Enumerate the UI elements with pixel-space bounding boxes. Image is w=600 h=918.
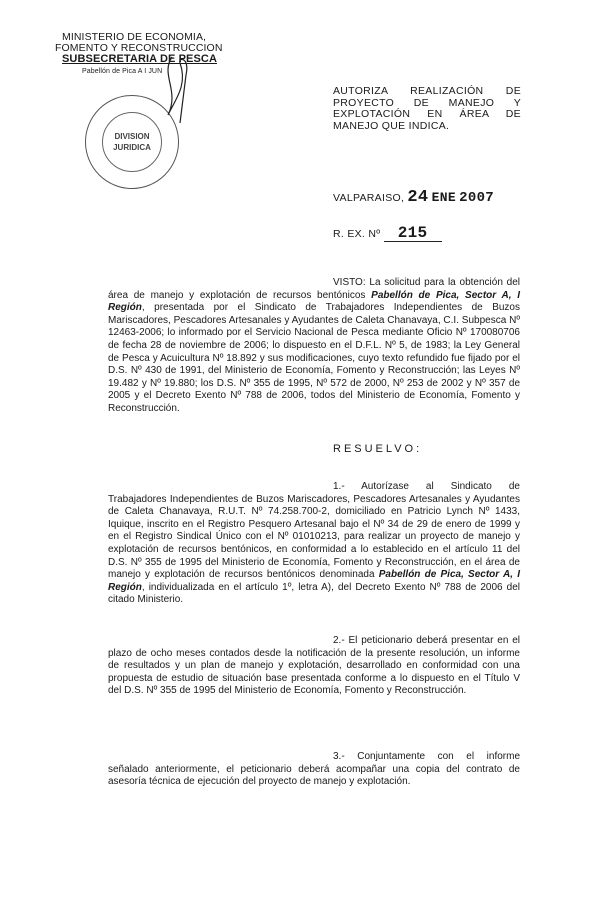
visto-paragraph: VISTO: La solicitud para la obtención del área de manejo y explotación de recursos bentónicos Pabellón de Pica, Sector A, I Región, presentada por el Sindicato de Trabajadores Independientes de Buzos Mariscadores, Pescadores Artesanales y Ayudantes de Caleta Chanavaya, C.I. Subpesca Nº 12463-2006; lo informado por el Servicio Nacional de Pesca mediante Oficio Nº 170080706 de fecha 28 de noviembre de 2006; lo dispuesto en el D.F.L. Nº 5, de 1983; la Ley General de Pesca y Acuicultura Nº 18.892 y sus modificaciones, cuyo texto refundido fue fijado por el D.S. Nº 430 de 1991, del Ministerio de Economía, Fomento y Reconstrucción; las Leyes Nº 19.482 y Nº 19.880; los D.S. Nº 355 de 1995, Nº 572 de 2000, Nº 253 de 2002 y Nº 357 de 2005 y el Decreto Exento Nº 788 de 2006, todos del Ministerio de Economía, Fomento y Reconstrucción. (108, 277, 520, 414)
rex-label: R. EX. Nº (333, 228, 381, 240)
point-1-area-name: Pabellón de Pica, Sector A, I Región (108, 569, 520, 593)
date-line (333, 188, 494, 207)
stamp-line2: JURIDICA (113, 143, 151, 152)
resuelvo-heading: RESUELVO: (333, 443, 423, 455)
ministry-name: MINISTERIO DE ECONOMIA, (62, 31, 207, 43)
subsecretaria-name: SUBSECRETARIA DE PESCA (62, 53, 217, 65)
signature-mark (150, 55, 200, 125)
resolution-number-line (333, 225, 442, 242)
resolution-point-3: 3.- Conjuntamente con el informe señalado anteriormente, el peticionario deberá acompañar una copia del contrato de asesoría técnica de ejecución del proyecto de manejo y explotación. (108, 751, 520, 788)
point-1-number: 1.- (333, 481, 345, 492)
date-month: ENE (431, 190, 456, 205)
visto-label: VISTO: (333, 277, 366, 288)
visto-area-name: Pabellón de Pica, Sector A, I Región (108, 289, 520, 314)
date-day: 24 (407, 188, 429, 207)
resolution-subject: AUTORIZA REALIZACIÓN DE PROYECTO DE MANEJO Y EXPLOTACIÓN EN ÁREA DE MANEJO QUE INDICA. (333, 85, 521, 132)
header-small-note: Pabellón de Pica A I JUN (82, 68, 163, 75)
resolution-point-2: 2.- El peticionario deberá presentar en el plazo de ocho meses contados desde la notificación de la presente resolución, un informe de resultados y un plan de manejo y explotación, desarrollado en conformidad con una propuesta de estudio de situación base presentada conforme a lo dispuesto en el Título V del D.S. Nº 355 de 1995 del Ministerio de Economía, Fomento y Reconstrucción. (108, 635, 520, 697)
resolution-point-1: 1.- Autorízase al Sindicato de Trabajadores Independientes de Buzos Mariscadores, Pescadores Artesanales y Ayudantes de Caleta Chanavaya, R.U.T. Nº 74.258.700-2, domiciliado en Patricio Lynch Nº 1433, Iquique, inscrito en el Registro Pesquero Artesanal bajo el Nº 34 de 29 de enero de 1999 y en el Registro Sindical Único con el Nº 01010213, para realizar un proyecto de manejo y explotación de recursos bentónicos, en conformidad a lo establecido en el artículo 11 del D.S. Nº 355 de 1995 del Ministerio de Economía, Fomento y Reconstrucción, en el área de manejo y explotación de recursos bentónicos denominada Pabellón de Pica, Sector A, I Región, individualizada en el artículo 1º, letra A), del Decreto Exento Nº 788 de 2006 del citado Ministerio. (108, 481, 520, 606)
point-3-number: 3.- (333, 751, 345, 762)
date-year: 2007 (459, 190, 494, 206)
rex-number: 215 (384, 225, 442, 242)
point-2-number: 2.- (333, 635, 345, 646)
city-label: VALPARAISO, (333, 192, 405, 204)
ministry-name-line2: FOMENTO Y RECONSTRUCCION (55, 42, 223, 54)
stamp-line1: DIVISION (114, 132, 150, 141)
